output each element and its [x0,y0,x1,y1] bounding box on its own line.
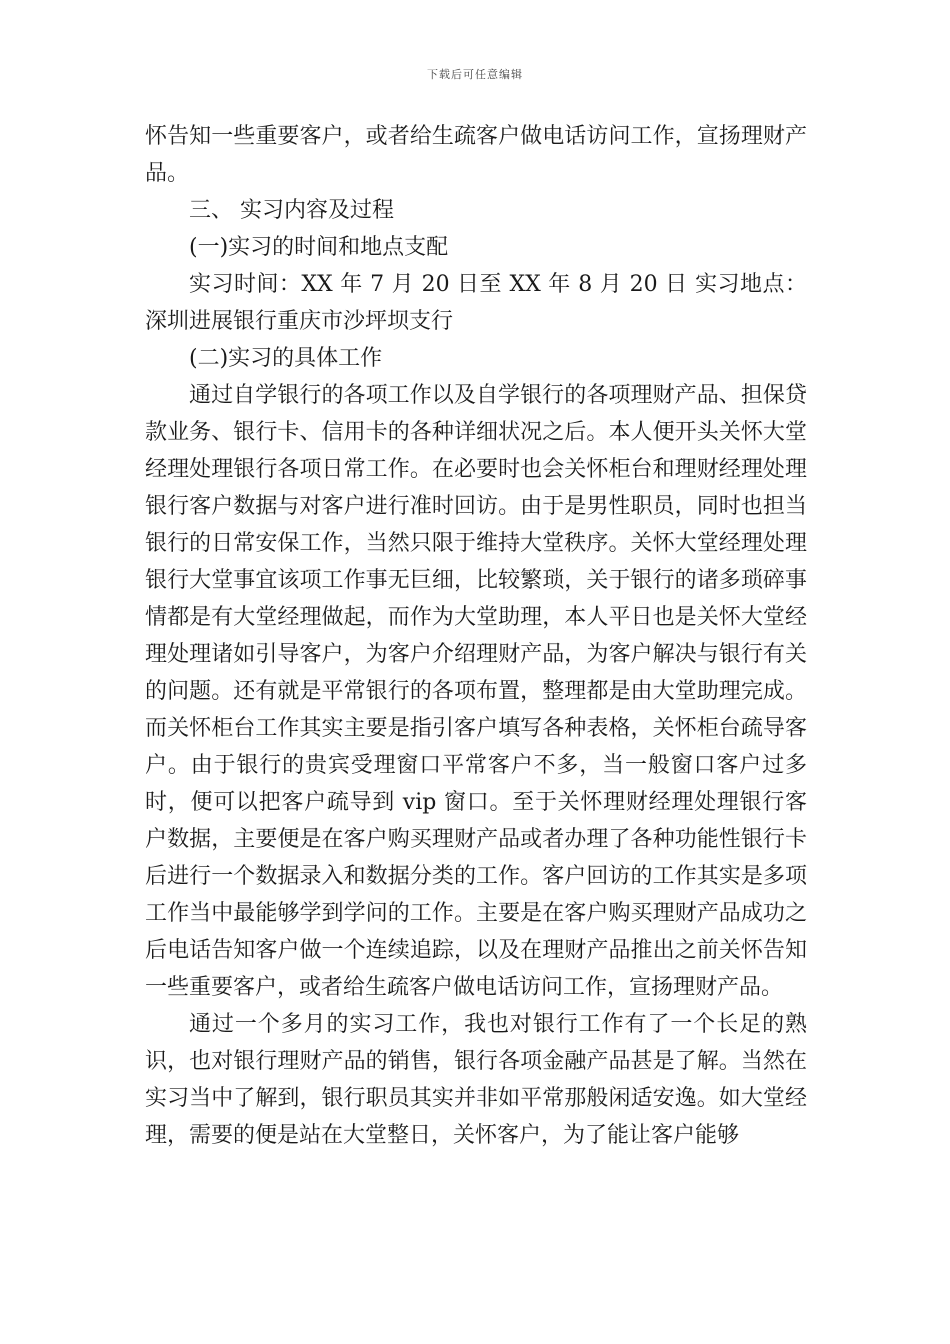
paragraph-work-details: 通过自学银行的各项工作以及自学银行的各项理财产品、担保贷款业务、银行卡、信用卡的各种详细状况之后。本人便开头关怀大堂经理处理银行各项日常工作。在必要时也会关怀柜台和理财经理处理银行客户数据与对客户进行准时回访。由于是男性职员，同时也担当银行的日常安保工作，当然只限于维持大堂秩序。关怀大堂经理处理银行大堂事宜该项工作事无巨细，比较繁琐，关于银行的诸多琐碎事情都是有大堂经理做起，而作为大堂助理，本人平日也是关怀大堂经理处理诸如引导客户，为客户介绍理财产品，为客户解决与银行有关的问题。还有就是平常银行的各项布置，整理都是由大堂助理完成。而关怀柜台工作其实主要是指引客户填写各种表格，关怀柜台疏导客户。由于银行的贵宾受理窗口平常客户不多，当一般窗口客户过多时，便可以把客户疏导到 vip 窗口。至于关怀理财经理处理银行客户数据，主要便是在客户购买理财产品或者办理了各种功能性银行卡后进行一个数据录入和数据分类的工作。客户回访的工作其实是多项工作当中最能够学到学问的工作。主要是在客户购买理财产品成功之后电话告知客户做一个连续追踪，以及在理财产品推出之前关怀告知一些重要客户，或者给生疏客户做电话访问工作，宣扬理财产品。 [145,383,807,1000]
subsection-heading-work: (二)实习的具体工作 [189,346,383,371]
section-heading: 三、 实习内容及过程 [189,198,394,223]
page-header-note: 下载后可任意编辑 [427,68,523,81]
subsection-heading-time-place: (一)实习的时间和地点支配 [189,235,449,260]
document-body [145,118,807,1154]
paragraph-time-place: 实习时间：XX 年 7 月 20 日至 XX 年 8 月 20 日 实习地点：深圳进展银行重庆市沙坪坝支行 [145,272,807,334]
paragraph-summary: 通过一个多月的实习工作，我也对银行工作有了一个长足的熟识，也对银行理财产品的销售，银行各项金融产品甚是了解。当然在实习当中了解到，银行职员其实并非如平常那般闲适安逸。如大堂经理，需要的便是站在大堂整日，关怀客户，为了能让客户能够 [145,1012,807,1148]
paragraph-continuation: 怀告知一些重要客户，或者给生疏客户做电话访问工作，宣扬理财产品。 [145,124,807,186]
